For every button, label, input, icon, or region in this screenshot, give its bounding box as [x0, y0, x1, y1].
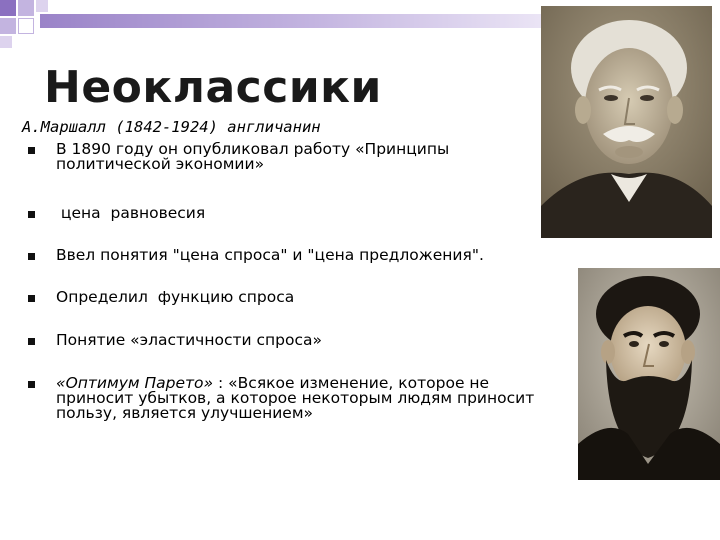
bullet-text: В 1890 году он опубликовал работу «Принципы политической экономии» — [56, 140, 450, 173]
slide-title: Неоклассики — [44, 62, 382, 113]
bullet-text: Ввел понятия "цена спроса" и "цена предложения". — [56, 246, 484, 264]
bullet-icon — [28, 338, 35, 345]
bullet-text — [56, 376, 536, 421]
pareto-definition: : «Всякое изменение, которое не приносит убытков, а которое некоторым людям приносит пользу, является улучшением» — [56, 374, 535, 422]
bullet-text: Понятие «эластичности спроса» — [56, 331, 322, 349]
portrait-pareto — [578, 268, 720, 480]
bullet-icon — [28, 147, 35, 154]
bullet-icon — [28, 295, 35, 302]
bullet-text: цена равновесия — [56, 204, 206, 222]
portrait-marshall — [541, 6, 712, 238]
bullet-icon — [28, 253, 35, 260]
bullet-text: Определил функцию спроса — [56, 288, 295, 306]
bullet-icon — [28, 381, 35, 388]
bullet-icon — [28, 211, 35, 218]
slide-subtitle: А.Маршалл (1842-1924) англичанин — [22, 118, 321, 136]
pareto-term: «Оптимум Парето» — [56, 374, 214, 392]
